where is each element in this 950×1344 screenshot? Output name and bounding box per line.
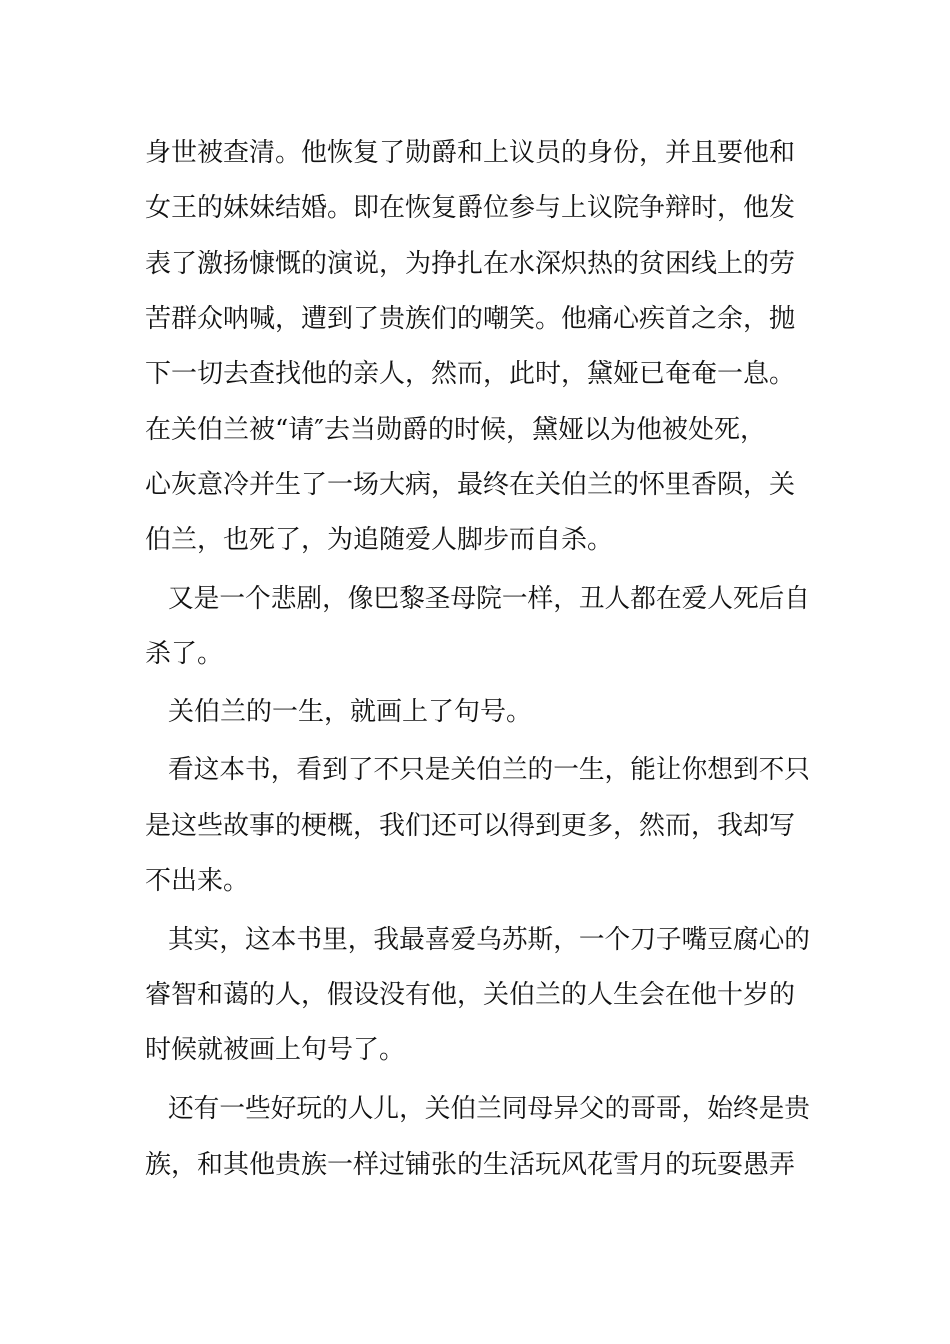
text-line: 时候就被画上句号了。 (145, 1035, 406, 1065)
text-line: 表了激扬慷慨的演说，为挣扎在水深炽热的贫困线上的劳 (145, 249, 796, 279)
text-line: 心灰意冷并生了一场大病，最终在关伯兰的怀里香陨，关 (145, 470, 796, 500)
text-line: 杀了。 (145, 639, 224, 669)
text-line: 看这本书，看到了不只是关伯兰的一生，能让你想到不只 (168, 755, 810, 785)
text-line: 在关伯兰被“请″去当勋爵的时候，黛娅以为他被处死， (145, 415, 767, 445)
text-line: 身世被查清。他恢复了勋爵和上议员的身份，并且要他和 (145, 138, 796, 168)
text-line: 又是一个悲剧，像巴黎圣母院一样，丑人都在爱人死后自 (168, 584, 810, 614)
text-line: 睿智和蔼的人，假设没有他，关伯兰的人生会在他十岁的 (145, 980, 796, 1010)
text-line: 是这些故事的梗概，我们还可以得到更多，然而，我却写 (145, 811, 796, 841)
text-line: 苦群众呐喊，遭到了贵族们的嘲笑。他痛心疾首之余，抛 (145, 304, 796, 334)
text-line: 其实，这本书里，我最喜爱乌苏斯，一个刀子嘴豆腐心的 (168, 925, 810, 955)
text-line: 下一切去查找他的亲人，然而，此时，黛娅已奄奄一息。 (145, 359, 796, 389)
text-line: 族，和其他贵族一样过铺张的生活玩风花雪月的玩耍愚弄 (145, 1150, 796, 1180)
text-line: 还有一些好玩的人儿，关伯兰同母异父的哥哥，始终是贵 (168, 1094, 810, 1124)
text-line: 关伯兰的一生，就画上了句号。 (168, 697, 533, 727)
text-line: 女王的妹妹结婚。即在恢复爵位参与上议院争辩时，他发 (145, 193, 796, 223)
text-line: 不出来。 (145, 866, 250, 896)
text-line: 伯兰，也死了，为追随爱人脚步而自杀。 (145, 525, 614, 555)
